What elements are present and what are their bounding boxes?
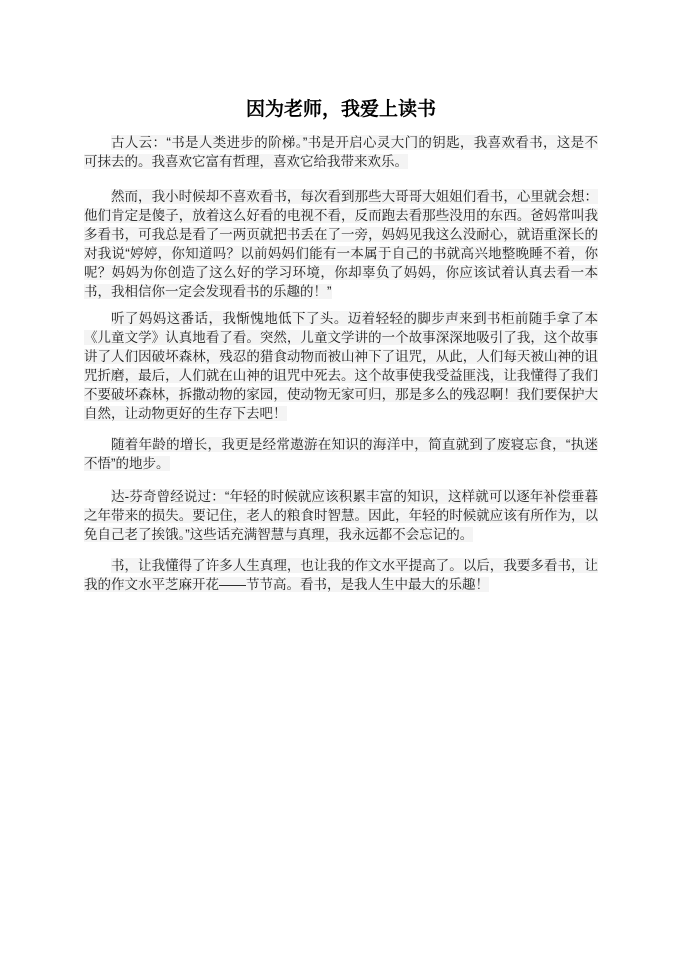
paragraph-text: 书，让我懂得了许多人生真理，也让我的作文水平提高了。以后，我要多看书，让我的作文水平芝麻开花——节节高。看书，是我人生中最大的乐趣！ <box>84 558 598 592</box>
essay-paragraph-3 <box>84 309 598 423</box>
paragraph-text: 古人云：“书是人类进步的阶梯。”书是开启心灵大门的钥匙，我喜欢看书，这是不可抹去的。我喜欢它富有哲理，喜欢它给我带来欢乐。 <box>84 135 598 169</box>
essay-paragraph-5 <box>84 487 598 544</box>
essay-paragraph-4 <box>84 435 598 473</box>
paragraph-text: 听了妈妈这番话，我惭愧地低下了头。迈着轻轻的脚步声来到书柜前随手拿了本《儿童文学》认真地看了看。突然，儿童文学讲的一个故事深深地吸引了我，这个故事讲了人们因破坏森林，残忍的猎食动物而被山神下了诅咒，从此，人们每天被山神的诅咒折磨，最后，人们就在山神的诅咒中死去。这个故事使我受益匪浅，让我懂得了我们不要破坏森林，拆撒动物的家园，使动物无家可归，那是多么的残忍啊！我们要保护大自然，让动物更好的生存下去吧！ <box>84 311 598 421</box>
essay-paragraph-2 <box>84 187 598 301</box>
document-page <box>84 97 598 594</box>
paragraph-text: 随着年龄的增长，我更是经常遨游在知识的海洋中，简直就到了废寝忘食，“执迷不悟”的地步。 <box>84 437 598 471</box>
essay-paragraph-6 <box>84 556 598 594</box>
paragraph-text: 然而，我小时候却不喜欢看书，每次看到那些大哥哥大姐姐们看书，心里就会想：他们肯定是傻子，放着这么好看的电视不看，反而跑去看那些没用的东西。爸妈常叫我多看书，可我总是看了一两页就把书丢在了一旁，妈妈见我这么没耐心，就语重深长的对我说“婷婷，你知道吗？以前妈妈们能有一本属于自己的书就高兴地整晚睡不着，你呢？妈妈为你创造了这么好的学习环境，你却辜负了妈妈，你应该试着认真去看一本书，我相信你一定会发现看书的乐趣的！” <box>84 189 598 299</box>
essay-paragraph-1 <box>84 133 598 171</box>
paragraph-text: 达-芬奇曾经说过：“年轻的时候就应该积累丰富的知识，这样就可以逐年补偿垂暮之年带来的损失。要记住，老人的粮食时智慧。因此，年轻的时候就应该有所作为，以免自己老了挨饿。”这些话充满智慧与真理，我永远都不会忘记的。 <box>84 489 598 542</box>
essay-title: 因为老师，我爱上读书 <box>245 99 436 120</box>
